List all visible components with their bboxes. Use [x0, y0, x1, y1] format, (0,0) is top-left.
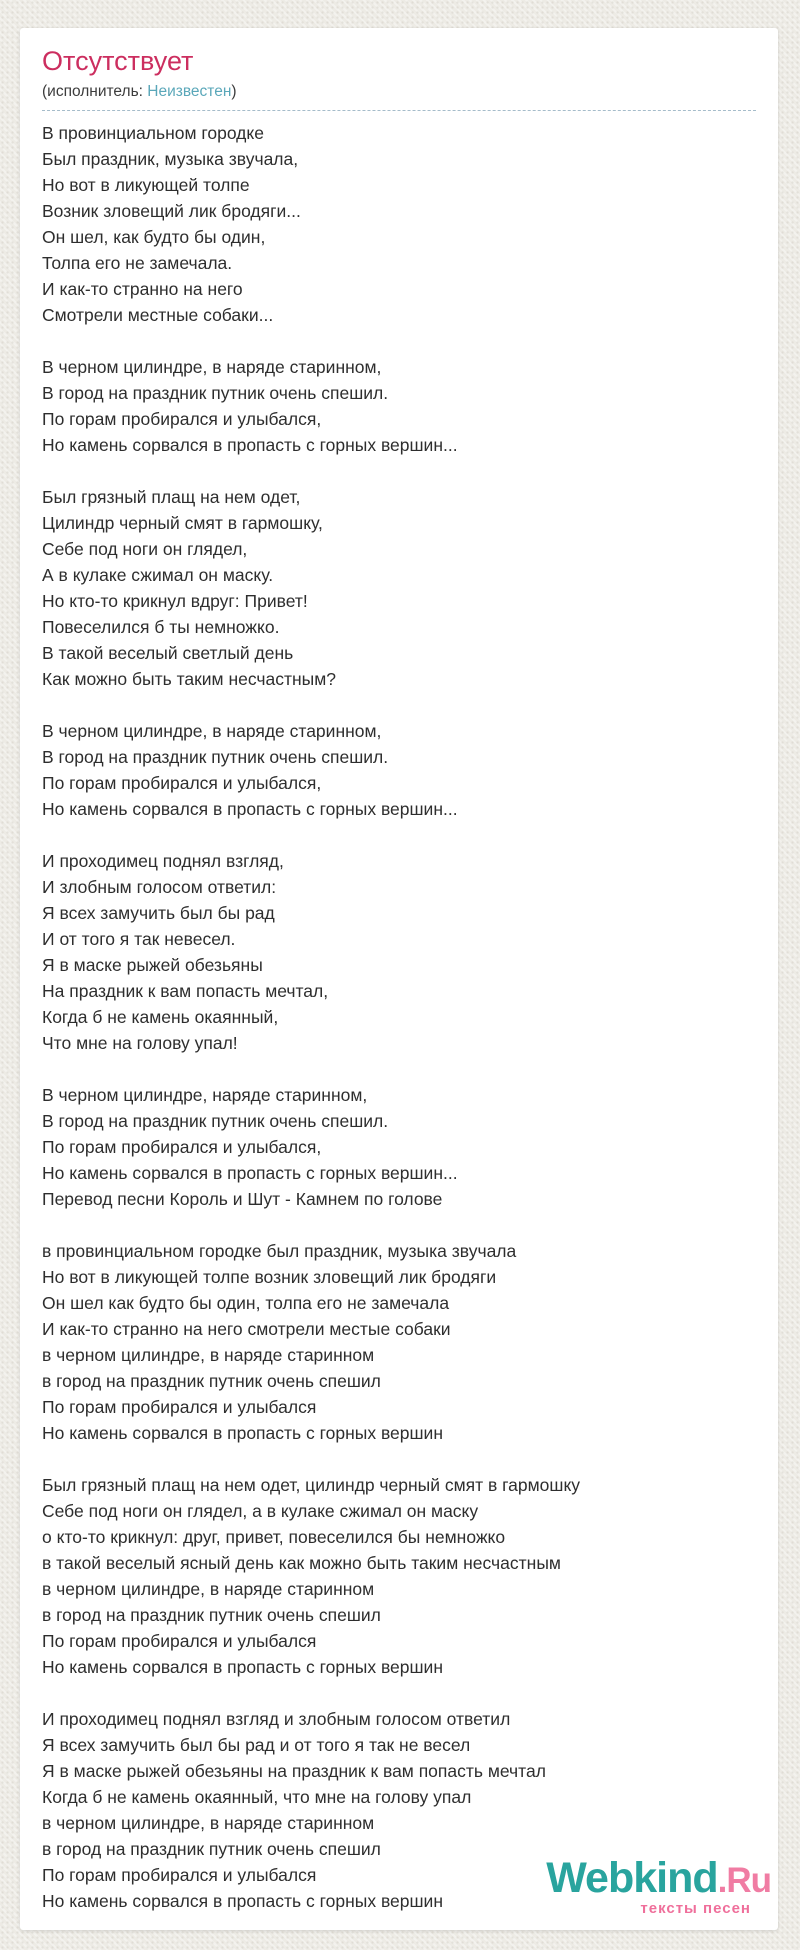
lyric-line: В город на праздник путник очень спешил.	[42, 383, 389, 403]
lyric-line: И как-то странно на него	[42, 279, 243, 299]
song-header	[42, 46, 756, 111]
lyric-line: Но камень сорвался в пропасть с горных вершин...	[42, 435, 458, 455]
lyric-line: Когда б не камень окаянный, что мне на голову упал	[42, 1787, 472, 1807]
lyric-line: Он шел, как будто бы один,	[42, 227, 266, 247]
lyric-line: По горам пробирался и улыбался,	[42, 409, 322, 429]
lyric-line: В провинциальном городке	[42, 123, 264, 143]
lyric-line: в город на праздник путник очень спешил	[42, 1371, 381, 1391]
lyric-line: Как можно быть таким несчастным?	[42, 669, 337, 689]
lyric-line	[42, 1212, 756, 1238]
lyric-line: Был грязный плащ на нем одет, цилиндр черный смят в гармошку	[42, 1475, 581, 1495]
lyric-line: в черном цилиндре, в наряде старинном	[42, 1579, 375, 1599]
lyric-line: По горам пробирался и улыбался	[42, 1865, 317, 1885]
lyric-line: Возник зловещий лик бродяги...	[42, 201, 301, 221]
lyric-line: Себе под ноги он глядел,	[42, 539, 248, 559]
lyric-line: в город на праздник путник очень спешил	[42, 1839, 381, 1859]
webkind-logo-brand: Webkind	[546, 1854, 718, 1902]
lyric-line: В город на праздник путник очень спешил.	[42, 1111, 389, 1131]
lyric-line: Цилиндр черный смят в гармошку,	[42, 513, 323, 533]
webkind-logo-suffix: .Ru	[717, 1861, 771, 1900]
lyric-line	[42, 692, 756, 718]
webkind-logo[interactable]	[546, 1854, 773, 1917]
lyric-line	[42, 328, 756, 354]
lyric-line: На праздник к вам попасть мечтал,	[42, 981, 329, 1001]
lyric-line: Я в маске рыжей обезьяны на праздник к вам попасть мечтал	[42, 1761, 546, 1781]
lyric-line: Что мне на голову упал!	[42, 1033, 238, 1053]
lyric-line: в такой веселый ясный день как можно быть таким несчастным	[42, 1553, 561, 1573]
lyric-line: Смотрели местные собаки...	[42, 305, 274, 325]
lyrics-card	[20, 28, 778, 1930]
lyric-line: в черном цилиндре, в наряде старинном	[42, 1813, 375, 1833]
artist-line	[42, 82, 756, 111]
lyric-line: В такой веселый светлый день	[42, 643, 294, 663]
lyric-line: в город на праздник путник очень спешил	[42, 1605, 381, 1625]
lyric-line: Себе под ноги он глядел, а в кулаке сжимал он маску	[42, 1501, 479, 1521]
lyric-line: В черном цилиндре, в наряде старинном,	[42, 721, 382, 741]
artist-label: (исполнитель:	[42, 83, 143, 100]
lyric-line: По горам пробирался и улыбался	[42, 1397, 317, 1417]
lyric-line: Я в маске рыжей обезьяны	[42, 955, 263, 975]
lyrics-text	[42, 120, 756, 1917]
lyric-line: И проходимец поднял взгляд и злобным голосом ответил	[42, 1709, 511, 1729]
artist-label-close: )	[231, 83, 237, 100]
webkind-logo-tagline: тексты песен	[640, 1900, 751, 1917]
lyric-line: В черном цилиндре, наряде старинном,	[42, 1085, 368, 1105]
lyric-line: о кто-то крикнул: друг, привет, повеселился бы немножко	[42, 1527, 506, 1547]
lyric-line	[42, 1680, 756, 1706]
lyric-line: в провинциальном городке был праздник, музыка звучала	[42, 1241, 517, 1261]
lyric-line: По горам пробирался и улыбался	[42, 1631, 317, 1651]
lyric-line: По горам пробирался и улыбался,	[42, 1137, 322, 1157]
lyric-line: По горам пробирался и улыбался,	[42, 773, 322, 793]
webkind-logo-wordmark	[546, 1854, 771, 1902]
lyric-line: Но камень сорвался в пропасть с горных вершин...	[42, 1163, 458, 1183]
artist-link[interactable]: Неизвестен	[147, 83, 232, 100]
lyric-line: Перевод песни Король и Шут - Камнем по голове	[42, 1189, 443, 1209]
lyric-line: А в кулаке сжимал он маску.	[42, 565, 274, 585]
lyric-line: И от того я так невесел.	[42, 929, 236, 949]
lyric-line	[42, 1056, 756, 1082]
lyric-line	[42, 1446, 756, 1472]
lyric-line	[42, 458, 756, 484]
lyric-line: Но камень сорвался в пропасть с горных вершин...	[42, 799, 458, 819]
lyric-line: В город на праздник путник очень спешил.	[42, 747, 389, 767]
lyric-line: Но камень сорвался в пропасть с горных вершин	[42, 1657, 443, 1677]
lyric-line: Но камень сорвался в пропасть с горных вершин	[42, 1891, 443, 1911]
lyric-line: В черном цилиндре, в наряде старинном,	[42, 357, 382, 377]
lyric-line: Повеселился б ты немножко.	[42, 617, 280, 637]
lyric-line: Когда б не камень окаянный,	[42, 1007, 279, 1027]
lyric-line: Но кто-то крикнул вдруг: Привет!	[42, 591, 308, 611]
lyric-line: Я всех замучить был бы рад и от того я так не весел	[42, 1735, 471, 1755]
lyric-line: Но вот в ликующей толпе	[42, 175, 250, 195]
lyric-line: И проходимец поднял взгляд,	[42, 851, 284, 871]
lyric-line: в черном цилиндре, в наряде старинном	[42, 1345, 375, 1365]
lyric-line: Я всех замучить был бы рад	[42, 903, 275, 923]
lyric-line: Но вот в ликующей толпе возник зловещий лик бродяги	[42, 1267, 497, 1287]
lyric-line: Был праздник, музыка звучала,	[42, 149, 299, 169]
lyric-line: Толпа его не замечала.	[42, 253, 233, 273]
lyric-line	[42, 822, 756, 848]
lyric-line: Но камень сорвался в пропасть с горных вершин	[42, 1423, 443, 1443]
song-title: Отсутствует	[42, 46, 194, 76]
lyric-line: Он шел как будто бы один, толпа его не замечала	[42, 1293, 450, 1313]
lyric-line: Был грязный плащ на нем одет,	[42, 487, 301, 507]
lyric-line: И как-то странно на него смотрели местые собаки	[42, 1319, 451, 1339]
lyric-line: И злобным голосом ответил:	[42, 877, 277, 897]
